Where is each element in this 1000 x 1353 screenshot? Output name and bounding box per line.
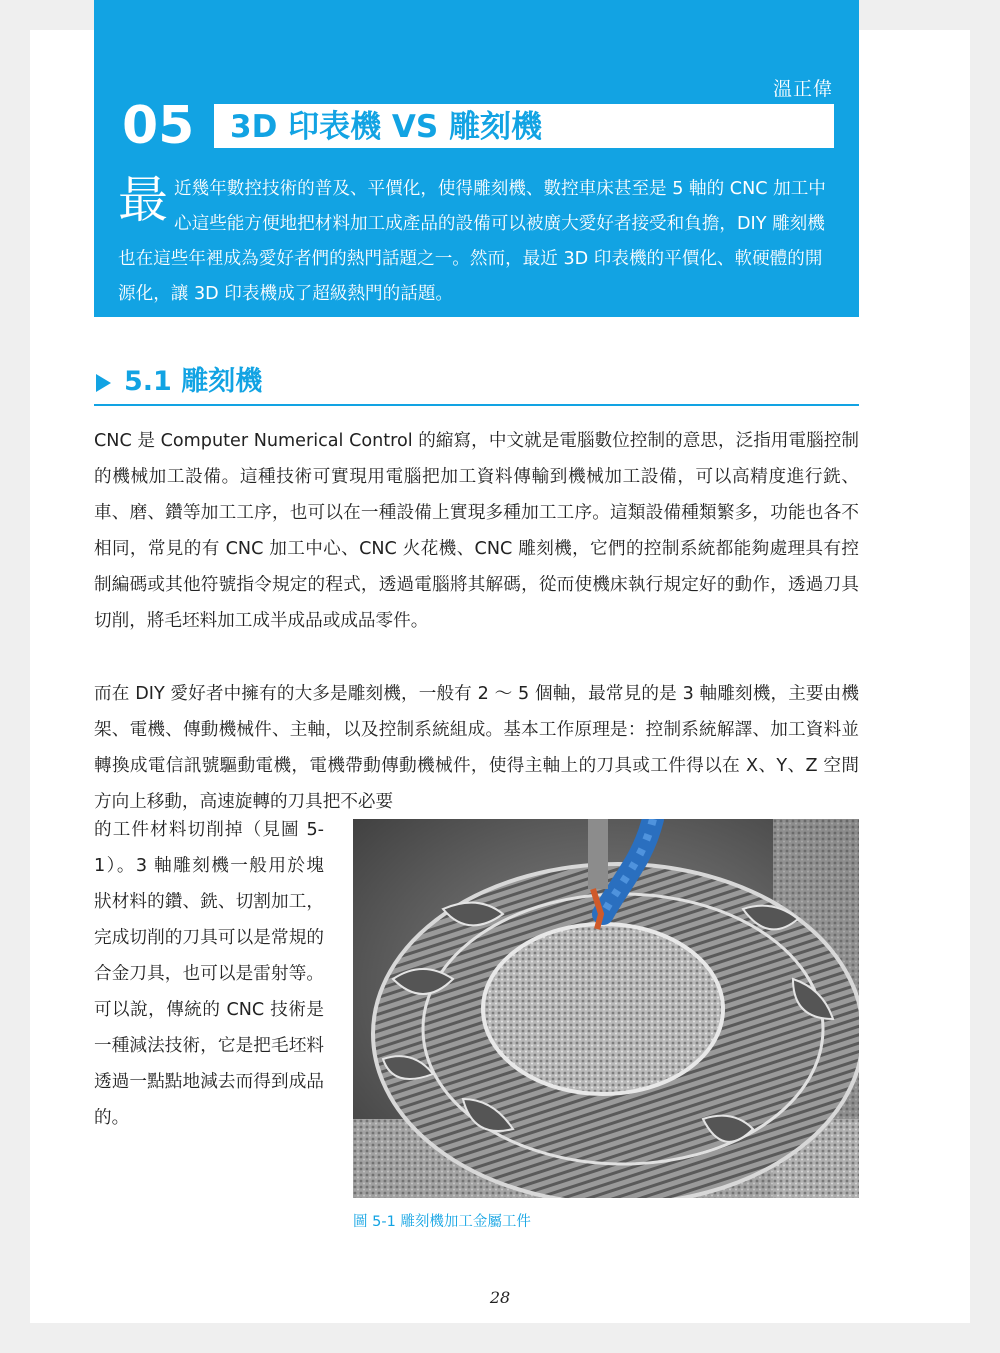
intro-drop-cap: 最 bbox=[118, 171, 168, 229]
page-number: 28 bbox=[489, 1288, 511, 1307]
cnc-workpiece-image bbox=[353, 819, 859, 1198]
chapter-intro bbox=[118, 172, 836, 312]
chapter-header bbox=[94, 0, 859, 317]
body-paragraph-1: CNC 是 Computer Numerical Control 的縮寫，中文就是電腦數位控制的意思，泛指用電腦控制的機械加工設備。這種技術可實現用電腦把加工資料傳輸到機械加工設備，可以高精度進行銑、車、磨、鑽等加工工序，也可以在一種設備上實現多種加工工序。這類設備種類繁多，功能也各不相同，常見的有 CNC 加工中心、CNC 火花機、CNC 雕刻機，它們的控制系統都能夠處理具有控制編碼或其他符號指令規定的程式，透過電腦將其解碼，從而使機床執行規定好的動作，透過刀具切削，將毛坯料加工成半成品或成品零件。 bbox=[94, 431, 859, 631]
figure-caption: 圖 5-1 雕刻機加工金屬工件 bbox=[353, 1214, 531, 1230]
intro-text: 近幾年數控技術的普及、平價化，使得雕刻機、數控車床甚至是 5 軸的 CNC 加工中心這些能方便地把材料加工成產品的設備可以被廣大愛好者接受和負擔，DIY 雕刻機也在這些年裡成為愛好者們的熱門話題之一。然而，最近 3D 印表機的平價化、軟硬體的開源化，讓 3D 印表機成了超級熱門的話題。 bbox=[118, 179, 826, 304]
chapter-number: 05 bbox=[122, 96, 195, 156]
triangle-bullet-icon bbox=[96, 374, 111, 392]
figure-photo bbox=[353, 819, 859, 1198]
chapter-title: 3D 印表機 VS 雕刻機 bbox=[230, 109, 542, 145]
author-name: 溫正偉 bbox=[772, 78, 833, 100]
chapter-title-bar bbox=[214, 104, 834, 148]
section-title: 5.1 雕刻機 bbox=[124, 366, 263, 397]
body-paragraph-2-continued: 的工件材料切削掉（見圖 5-1）。3 軸雕刻機一般用於塊狀材料的鑽、銑、切割加工，完成切削的刀具可以是常規的合金刀具，也可以是雷射等。可以說，傳統的 CNC 技術是一種減法技術，它是把毛坯料透過一點點地減去而得到成品的。 bbox=[94, 820, 324, 1128]
section-heading bbox=[94, 360, 859, 406]
body-paragraph-2: 而在 DIY 愛好者中擁有的大多是雕刻機，一般有 2 ～ 5 個軸，最常見的是 3 軸雕刻機，主要由機架、電機、傳動機械件、主軸，以及控制系統組成。基本工作原理是：控制系統解譯、加工資料並轉換成電信訊號驅動電機，電機帶動傳動機械件，使得主軸上的刀具或工件得以在 X、Y、Z 空間方向上移動，高速旋轉的刀具把不必要 bbox=[94, 684, 859, 812]
